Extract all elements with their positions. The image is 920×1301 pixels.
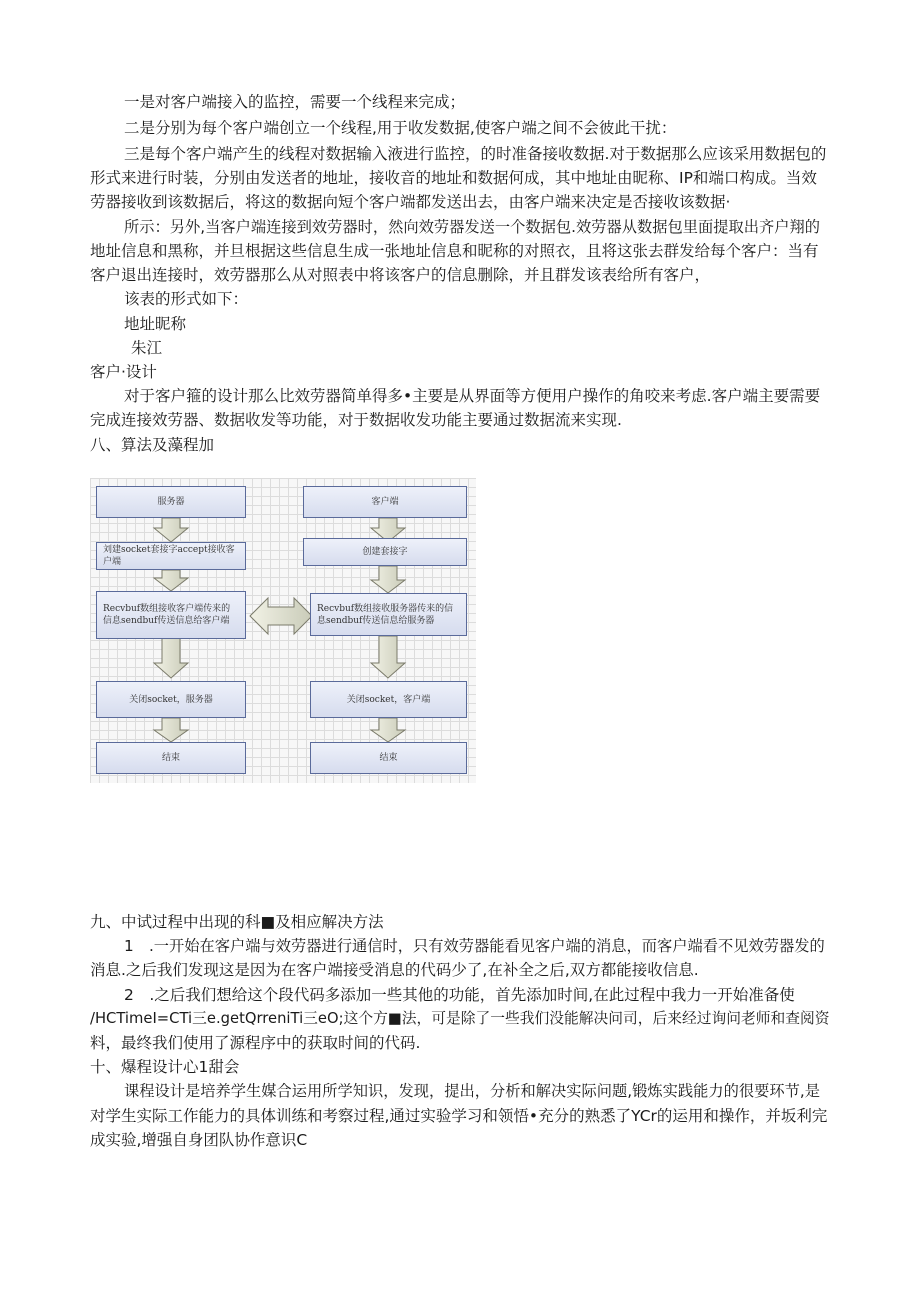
down-arrow: [154, 518, 188, 542]
paragraph-line: 1 .一开始在客户端与效劳器进行通信时，只有效劳器能看见客户端的消息，而客户端看不见效劳器发的: [124, 937, 825, 955]
server-create-box: [96, 542, 246, 570]
paragraph-line: 对学生实际工作能力的具体训练和考察过程,通过实验学习和领悟•充分的熟悉了YCr的运用和操作，并坂利完: [90, 1107, 828, 1125]
client-end-text: 结束: [379, 753, 398, 763]
down-arrow: [154, 718, 188, 742]
client-end-box: [310, 742, 467, 774]
server-box: [96, 486, 246, 518]
down-arrow: [154, 638, 188, 678]
server-create-text: 刘建socket套接字accept接收客户端: [103, 545, 235, 567]
server-recv-box: [96, 591, 246, 639]
paragraph-line: 一是对客户端接入的监控，需要一个线程来完成；: [124, 93, 466, 111]
section-heading: 八、算法及藻程加: [90, 436, 215, 454]
client-recv-box: [310, 593, 467, 636]
client-close-text: 关闭socket，客户端: [346, 694, 431, 705]
server-end-box: [96, 742, 246, 774]
client-create-box: [303, 538, 467, 566]
client-close-box: [310, 681, 467, 718]
double-arrow: [250, 598, 312, 634]
paragraph-line: 对于客户箍的设计那么比效劳器简单得多•主要是从界面等方便用户操作的角咬来考虑.客户端主要需要: [124, 387, 821, 405]
server-close-text: 关闭socket，服务器: [129, 694, 213, 705]
paragraph-line: 消息.之后我们发现这是因为在客户端接受消息的代码少了,在补全之后,双方都能接收信息.: [90, 961, 699, 979]
table-cell-text: 朱江: [131, 339, 163, 357]
section-heading: 九、中试过程中出现的科■及相应解决方法: [90, 913, 384, 931]
client-recv-text: Recvbuf数组接收服务器传来的信息sendbuf传送信息给服务器: [317, 603, 454, 626]
paragraph-line: 成实验,增强自身团队协作意识C: [90, 1131, 308, 1149]
paragraph-line: 完成连接效劳器、数据收发等功能，对于数据收发功能主要通过数据流来实现.: [90, 411, 622, 429]
paragraph-line: 该表的形式如下：: [124, 290, 249, 308]
server-close-box: [96, 681, 246, 718]
paragraph-line: 形式来进行时装，分别由发送者的地址，接收音的地址和数据何成，其中地址由昵称、IP和端口构成。当效: [90, 169, 817, 187]
paragraph-line: 三是每个客户端产生的线程对数据输入液进行监控，的时准备接收数据.对于数据那么应该采用数据包的: [124, 145, 827, 163]
server-recv-text: Recvbuf数组接收客户端传来的信息sendbuf传送信息给客户端: [103, 604, 231, 626]
paragraph-line: /HCTimeI=CTi三e.getQrreniTi三eO;这个方■法，可是除了一些我们没能解决问司，后来经过询问老师和查阅资: [90, 1010, 830, 1027]
paragraph-line: 二是分别为每个客户端创立一个线程,用于收发数据,使客户端之间不会彼此干扰：: [124, 119, 677, 137]
client-create-text: 创建套接字: [362, 547, 408, 557]
client-title: 客户端: [371, 497, 399, 507]
section-heading: 十、爆程设计心1甜会: [90, 1058, 240, 1076]
paragraph-line: 2 .之后我们想给这个段代码多添加一些其他的功能，首先添加时间,在此过程中我力一开始准备使: [124, 986, 795, 1004]
down-arrow: [371, 566, 405, 593]
server-title: 服务器: [157, 497, 185, 507]
down-arrow: [154, 570, 188, 591]
client-box: [303, 486, 467, 518]
paragraph-line: 课程设计是培养学生媒合运用所学知识，发现，提出，分析和解决实际问题,锻炼实践能力的很要环节,是: [124, 1082, 820, 1100]
down-arrow: [371, 636, 405, 678]
flowchart: [90, 478, 476, 783]
paragraph-line: 客户退出连接时，效劳器那么从对照表中将该客户的信息删除，并且群发该表给所有客户，: [90, 266, 711, 284]
server-end-text: 结束: [161, 753, 180, 763]
paragraph-line: 料，最终我们使用了源程序中的获取时间的代码.: [90, 1034, 421, 1052]
section-heading: 客户·设计: [90, 363, 157, 381]
paragraph-line: 地址信息和黑称，并旦根据这些信息生成一张地址信息和昵称的对照衣，且将这张去群发给每个客户：当有: [90, 242, 819, 260]
paragraph-line: 所示：另外,当客户端连接到效劳器时，然向效劳器发送一个数据包.效劳器从数据包里面提取出齐户翔的: [124, 218, 820, 236]
paragraph-line: 劳器接收到该数据后，将这的数据向短个客户端都发送出去，由客户端来决定是否接收该数据·: [90, 193, 731, 211]
down-arrow: [371, 718, 405, 742]
table-header-text: 地址昵称: [124, 315, 187, 333]
